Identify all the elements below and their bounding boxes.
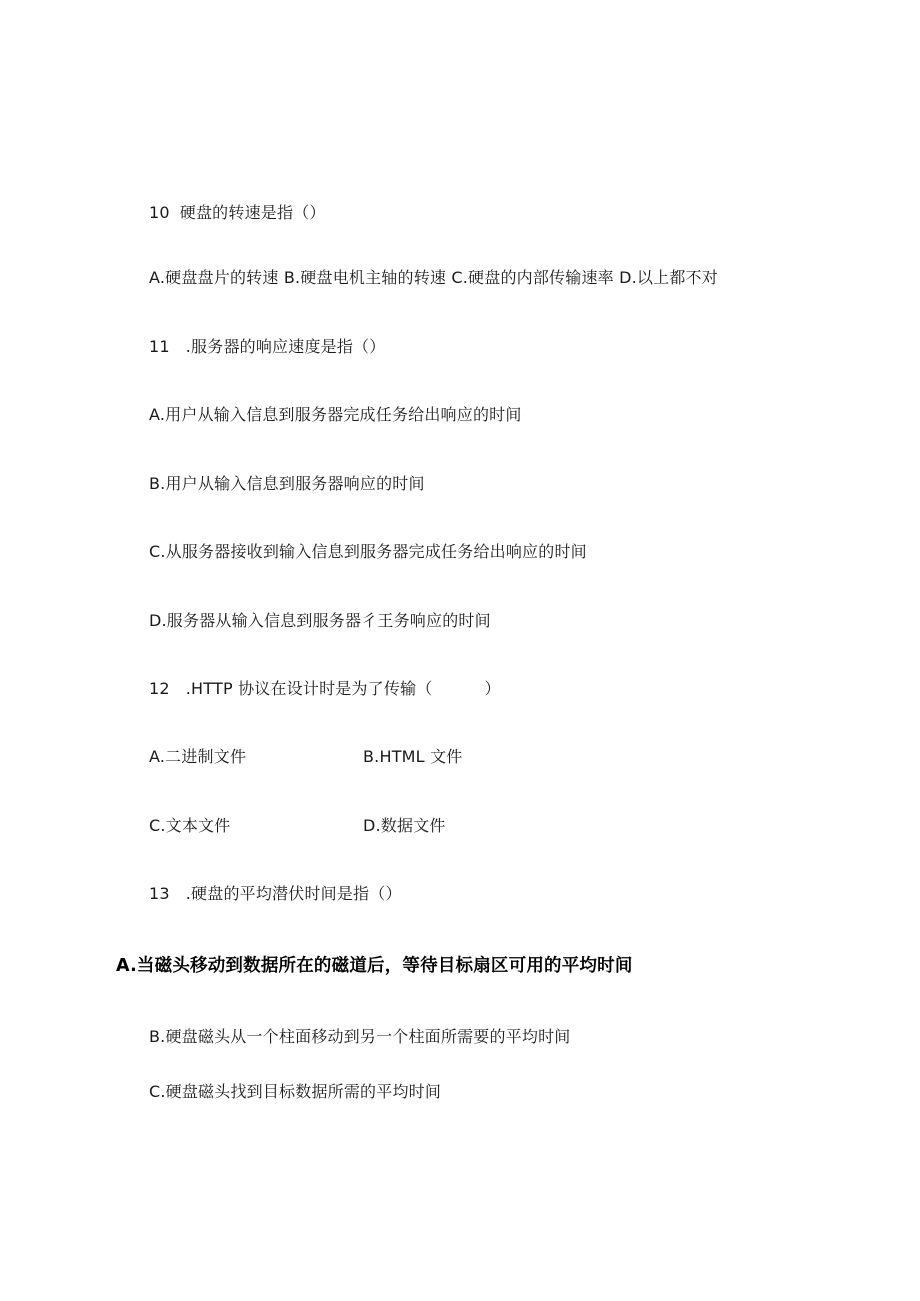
option-text: A.二进制文件 [149, 747, 247, 766]
question-stem-end: ） [484, 679, 501, 698]
option-text: C.文本文件 [149, 816, 231, 835]
question-11-option-a [149, 404, 522, 426]
question-11-option-c [149, 541, 587, 563]
option-text: D.服务器从输入信息到服务器彳王务响应的时间 [149, 611, 491, 630]
question-13 [149, 883, 402, 905]
question-12 [149, 678, 501, 700]
options-text: A.硬盘盘片的转速 B.硬盘电机主轴的转速 C.硬盘的内部传输速率 D.以上都不对 [149, 268, 718, 287]
question-13-option-a [116, 955, 633, 977]
question-12-options-row-1 [149, 746, 549, 768]
question-stem: .硬盘的平均潜伏时间是指（） [185, 884, 402, 903]
question-stem: .服务器的响应速度是指（） [185, 337, 386, 356]
option-text: C.从服务器接收到输入信息到服务器完成任务给出响应的时间 [149, 542, 587, 561]
question-10-options [149, 267, 718, 289]
question-11-option-d [149, 610, 491, 632]
option-text: B.硬盘磁头从一个柱面移动到另一个柱面所需要的平均时间 [149, 1027, 571, 1046]
question-11 [149, 336, 385, 358]
question-13-option-b [149, 1026, 570, 1048]
option-text: B.用户从输入信息到服务器响应的时间 [149, 474, 425, 493]
option-text: C.硬盘磁头找到目标数据所需的平均时间 [149, 1082, 442, 1101]
option-text: A.用户从输入信息到服务器完成任务给出响应的时间 [149, 405, 522, 424]
question-number: 11 [149, 337, 170, 356]
option-text: D.数据文件 [363, 816, 446, 835]
question-number: 13 [149, 884, 170, 903]
question-stem: 硬盘的转速是指（） [179, 203, 326, 222]
question-stem: .HTTP 协议在设计时是为了传输（ [185, 679, 433, 698]
option-text: B.HTML 文件 [363, 747, 463, 766]
question-number: 10 [149, 203, 170, 222]
question-11-option-b [149, 473, 425, 495]
option-text: A.当磁头移动到数据所在的磁道后，等待目标扇区可用的平均时间 [116, 956, 633, 976]
question-10 [149, 202, 326, 224]
question-number: 12 [149, 679, 170, 698]
question-13-option-c [149, 1081, 441, 1103]
question-12-options-row-2 [149, 815, 549, 837]
